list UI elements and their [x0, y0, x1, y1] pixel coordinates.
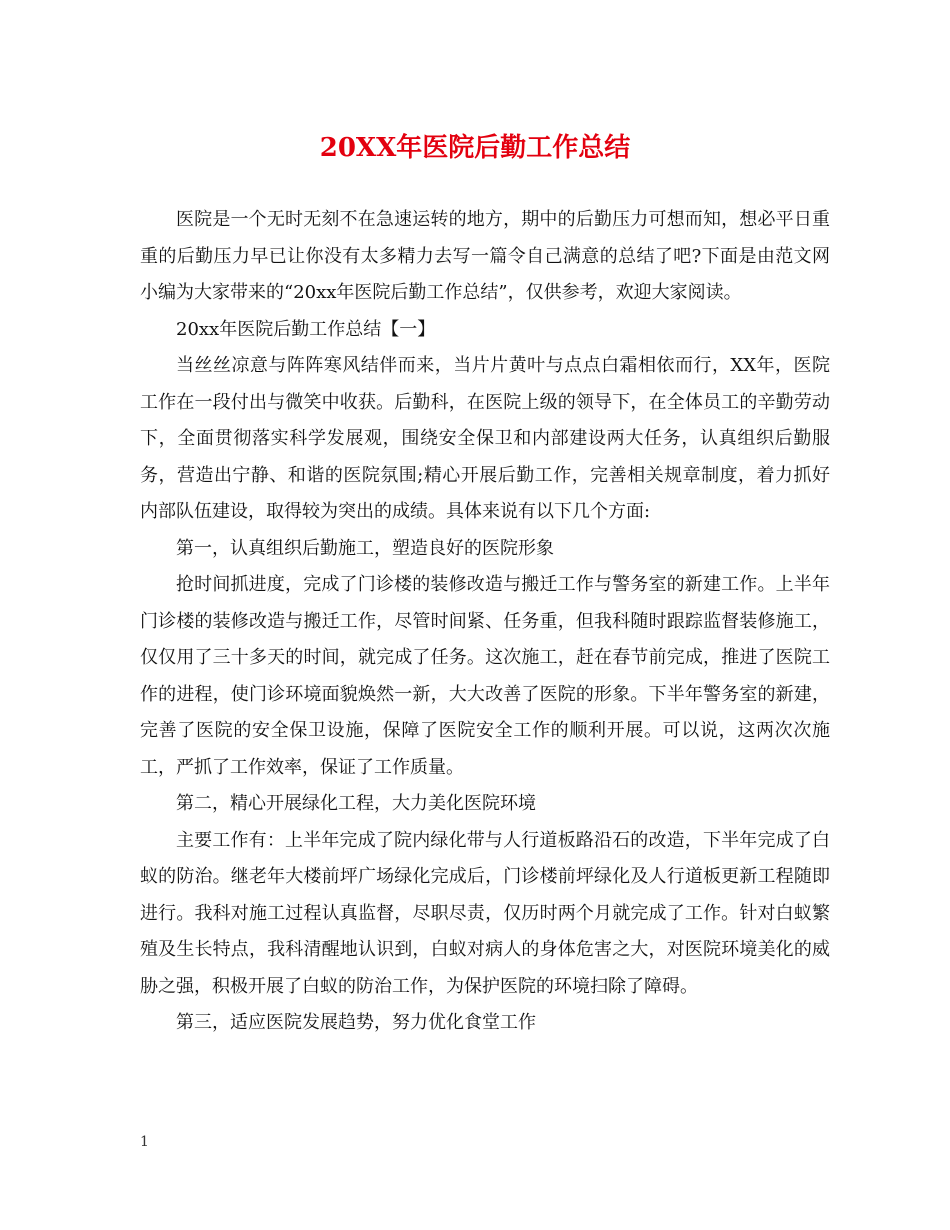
document-title: 20XX年医院后勤工作总结	[319, 133, 631, 163]
subsection-heading-first: 第一，认真组织后勤施工，塑造良好的医院形象	[176, 537, 554, 559]
body-paragraph: 当丝丝凉意与阵阵寒风结伴而来，当片片黄叶与点点白霜相依而行，XX年，医院工作在一段付出与微笑中收获。后勤科，在医院上级的领导下，在全体员工的辛勤劳动下，全面贯彻落实科学发展观，围绕安全保卫和内部建设两大任务，认真组织后勤服务，营造出宁静、和谐的医院氛围;精心开展后勤工作，完善相关规章制度，着力抓好内部队伍建设，取得较为突出的成绩。具体来说有以下几个方面:	[140, 355, 830, 522]
subsection-heading-third: 第三，适应医院发展趋势，努力优化食堂工作	[176, 1012, 536, 1033]
document-body	[140, 202, 830, 1042]
page-number: 1	[140, 1134, 149, 1150]
subsection-heading-second: 第二，精心开展绿化工程，大力美化医院环境	[176, 793, 536, 814]
intro-paragraph: 医院是一个无时无刻不在急速运转的地方，期中的后勤压力可想而知，想必平日重重的后勤压力早已让你没有太多精力去写一篇令自己满意的总结了吧?下面是由范文网小编为大家带来的“20xx年医院后勤工作总结”，仅供参考，欢迎大家阅读。	[140, 209, 830, 303]
body-paragraph: 主要工作有：上半年完成了院内绿化带与人行道板路沿石的改造，下半年完成了白蚁的防治。继老年大楼前坪广场绿化完成后，门诊楼前坪绿化及人行道板更新工程随即进行。我科对施工过程认真监督，尽职尽责，仅历时两个月就完成了工作。针对白蚁繁殖及生长特点，我科清醒地认识到，白蚁对病人的身体危害之大，对医院环境美化的威胁之强，积极开展了白蚁的防治工作，为保护医院的环境扫除了障碍。	[140, 829, 830, 997]
body-paragraph: 抢时间抓进度，完成了门诊楼的装修改造与搬迁工作与警务室的新建工作。上半年门诊楼的装修改造与搬迁工作，尽管时间紧、任务重，但我科随时跟踪监督装修施工，仅仅用了三十多天的时间，就完成了任务。这次施工，赶在春节前完成，推进了医院工作的进程，使门诊环境面貌焕然一新，大大改善了医院的形象。下半年警务室的新建，完善了医院的安全保卫设施，保障了医院安全工作的顺利开展。可以说，这两次次施工，严抓了工作效率，保证了工作质量。	[140, 574, 830, 778]
section-heading-1: 20xx年医院后勤工作总结【一】	[176, 318, 436, 340]
